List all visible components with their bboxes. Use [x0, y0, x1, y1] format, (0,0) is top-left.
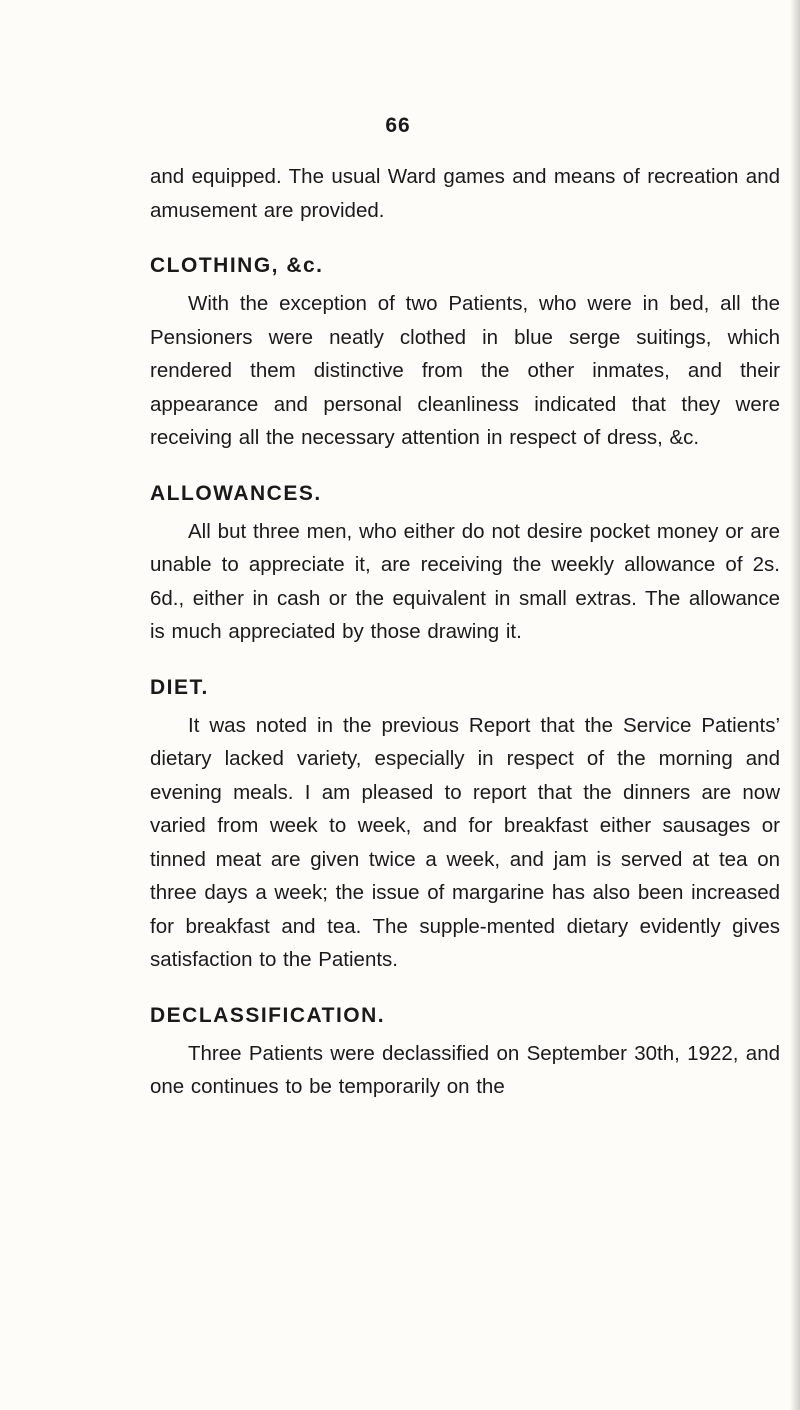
spacer: [150, 977, 780, 1001]
allowances-heading: ALLOWANCES.: [150, 481, 322, 505]
diet-heading: DIET.: [150, 675, 209, 699]
page-number: 66: [385, 114, 411, 137]
spacer: [150, 455, 780, 479]
text-column: [150, 160, 780, 1104]
diet-paragraph: It was noted in the previous Report that the Service Patients’ dietary lacked variety, especially in respect of the morning and evening meals. I am pleased to report that the dinners are now varied from week to week, and for breakfast either sausages or tinned meat are given twice a week, and jam is served at tea on three days a week; the issue of margarine has also been increased for breakfast and tea. The supple-mented dietary evidently gives satisfaction to the Patients.: [150, 713, 780, 971]
allowances-paragraph: All but three men, who either do not desire pocket money or are unable to appreciate it, are receiving the weekly allowance of 2s. 6d., either in cash or the equivalent in small extras. The allowance is much appreciated by those drawing it.: [150, 519, 780, 643]
spacer: [150, 227, 780, 251]
spacer: [150, 649, 780, 673]
page-edge-shadow: [790, 0, 800, 1410]
clothing-heading: CLOTHING, &c.: [150, 254, 324, 277]
declassification-heading: DECLASSIFICATION.: [150, 1003, 386, 1027]
clothing-paragraph: With the exception of two Patients, who were in bed, all the Pensioners were neatly clothed in blue serge suitings, which rendered them distinctive from the other inmates, and their appearance and personal cleanliness indicated that they were receiving all the necessary attention in respect of dress, &c.: [150, 292, 780, 449]
declassification-paragraph: Three Patients were declassified on September 30th, 1922, and one continues to be temporarily on the: [150, 1041, 780, 1098]
intro-paragraph: and equipped. The usual Ward games and means of recreation and amusement are provided.: [150, 165, 780, 222]
